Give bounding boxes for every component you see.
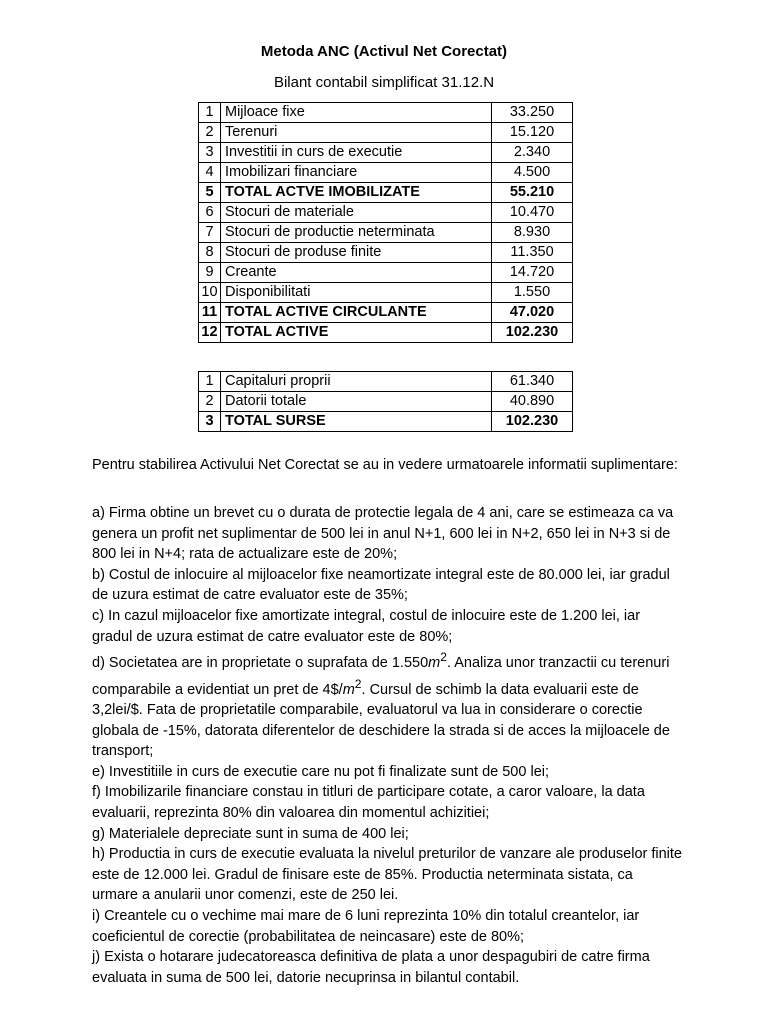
row-label: Creante <box>221 263 492 283</box>
table-row <box>199 283 573 303</box>
row-value: 8.930 <box>492 223 573 243</box>
row-label: Investitii in curs de executie <box>221 143 492 163</box>
unit-exponent: 2 <box>354 676 362 691</box>
row-label: Datorii totale <box>221 392 492 412</box>
row-number: 6 <box>199 203 221 223</box>
row-value: 55.210 <box>492 183 573 203</box>
list-item-b: b) Costul de inlocuire al mijloacelor fixe neamortizate integral este de 80.000 lei, iar gradul de uzura estimat de catre evaluator este de 35%; <box>92 566 670 604</box>
row-number: 5 <box>199 183 221 203</box>
table-row <box>199 123 573 143</box>
table-row <box>199 303 573 323</box>
sources-table <box>198 371 573 432</box>
list-item-d <box>92 647 682 762</box>
table-row <box>199 183 573 203</box>
row-label: TOTAL ACTIVE CIRCULANTE <box>221 303 492 323</box>
table-row <box>199 163 573 183</box>
row-value: 102.230 <box>492 323 573 343</box>
unit-m: m <box>428 654 441 671</box>
list-item-a: a) Firma obtine un brevet cu o durata de protectie legala de 4 ani, care se estimeaza ca va genera un profit net suplimentar de 500 lei in anul N+1, 600 lei in N+2, 650 lei in N+3 si de 800 lei in N+4; rata de actualizare este de 20%; <box>92 505 674 563</box>
row-label: TOTAL ACTIVE <box>221 323 492 343</box>
row-number: 1 <box>199 103 221 123</box>
list-item-g: g) Materialele depreciate sunt in suma de 400 lei; <box>92 825 409 842</box>
row-number: 3 <box>199 143 221 163</box>
intro-text: Pentru stabilirea Activului Net Corectat se au in vedere urmatoarele informatii suplimentare: <box>92 457 678 473</box>
list-item-d-part1: d) Societatea are in proprietate o suprafata de 1.550 <box>92 654 429 671</box>
row-value: 14.720 <box>492 263 573 283</box>
row-label: Capitaluri proprii <box>221 372 492 392</box>
list-item-c: c) In cazul mijloacelor fixe amortizate integral, costul de inlocuire este de 1.200 lei, iar gradul de uzura estimat de catre evaluator este de 80%; <box>92 607 641 645</box>
list-item-f: f) Imobilizarile financiare constau in titluri de participare cotate, a caror valoare, la data evaluarii, reprezinta 80% din valoarea din momentul achizitiei; <box>92 784 645 821</box>
assets-table <box>198 102 573 343</box>
row-value: 102.230 <box>492 412 573 432</box>
row-label: TOTAL SURSE <box>221 412 492 432</box>
info-list <box>92 503 682 988</box>
table-row <box>199 223 573 243</box>
table-row <box>199 412 573 432</box>
list-item-h: h) Productia in curs de executie evaluata la nivelul preturilor de vanzare ale produselor finite este de 12.000 lei. Gradul de finisare este de 85%. Productia neterminata sistata, ca urmare a anularii unor comenzi, este de 250 lei. <box>92 846 682 904</box>
row-number: 11 <box>199 303 221 323</box>
unit-exponent: 2 <box>440 650 447 665</box>
row-value: 11.350 <box>492 243 573 263</box>
row-number: 9 <box>199 263 221 283</box>
list-item-i: i) Creantele cu o vechime mai mare de 6 luni reprezinta 10% din totalul creantelor, iar coeficientul de corectie (probabilitatea de neincasare) este de 80%; <box>92 907 640 945</box>
page-subtitle: Bilant contabil simplificat 31.12.N <box>273 74 495 91</box>
list-item-d-part3: . Cursul de schimb la data evaluarii este de 3,2lei/$. Fata de proprietatile comparabile, evaluatorul va lua in considerare o corectie globala de -15%, datorata diferentelor de deschidere la strada si de acces la mijloacele de transport; <box>92 681 670 760</box>
row-label: Disponibilitati <box>221 283 492 303</box>
row-number: 10 <box>199 283 221 303</box>
assets-table-body <box>199 103 573 343</box>
row-value: 15.120 <box>492 123 573 143</box>
row-number: 2 <box>199 392 221 412</box>
row-label: Stocuri de materiale <box>221 203 492 223</box>
row-value: 1.550 <box>492 283 573 303</box>
row-value: 40.890 <box>492 392 573 412</box>
row-value: 33.250 <box>492 103 573 123</box>
list-item-e: e) Investitiile in curs de executie care nu pot fi finalizate sunt de 500 lei; <box>92 763 550 780</box>
table-row <box>199 323 573 343</box>
row-number: 7 <box>199 223 221 243</box>
row-label: Terenuri <box>221 123 492 143</box>
table-row <box>199 103 573 123</box>
row-number: 2 <box>199 123 221 143</box>
list-item-j: j) Exista o hotarare judecatoreasca definitiva de plata a unor despagubiri de catre firma evaluata in suma de 500 lei, datorie necuprinsa in bilantul contabil. <box>92 949 650 986</box>
row-number: 3 <box>199 412 221 432</box>
intro-paragraph <box>92 455 682 476</box>
row-number: 12 <box>199 323 221 343</box>
row-number: 4 <box>199 163 221 183</box>
table-row <box>199 372 573 392</box>
table-row <box>199 392 573 412</box>
row-label: Stocuri de productie neterminata <box>221 223 492 243</box>
sources-table-body <box>199 372 573 432</box>
row-value: 61.340 <box>492 372 573 392</box>
list-item-d-part2: . Analiza unor tranzactii cu terenuri comparabile a evidentiat un pret de 4$/ <box>92 654 670 698</box>
row-value: 4.500 <box>492 163 573 183</box>
table-row <box>199 243 573 263</box>
row-value: 47.020 <box>492 303 573 323</box>
row-value: 10.470 <box>492 203 573 223</box>
unit-m: m <box>342 681 355 698</box>
row-number: 1 <box>199 372 221 392</box>
table-row <box>199 143 573 163</box>
table-row <box>199 203 573 223</box>
row-label: Imobilizari financiare <box>221 163 492 183</box>
page-title: Metoda ANC (Activul Net Corectat) <box>260 43 508 60</box>
row-label: TOTAL ACTVE IMOBILIZATE <box>221 183 492 203</box>
row-number: 8 <box>199 243 221 263</box>
row-label: Stocuri de produse finite <box>221 243 492 263</box>
row-value: 2.340 <box>492 143 573 163</box>
table-row <box>199 263 573 283</box>
row-label: Mijloace fixe <box>221 103 492 123</box>
